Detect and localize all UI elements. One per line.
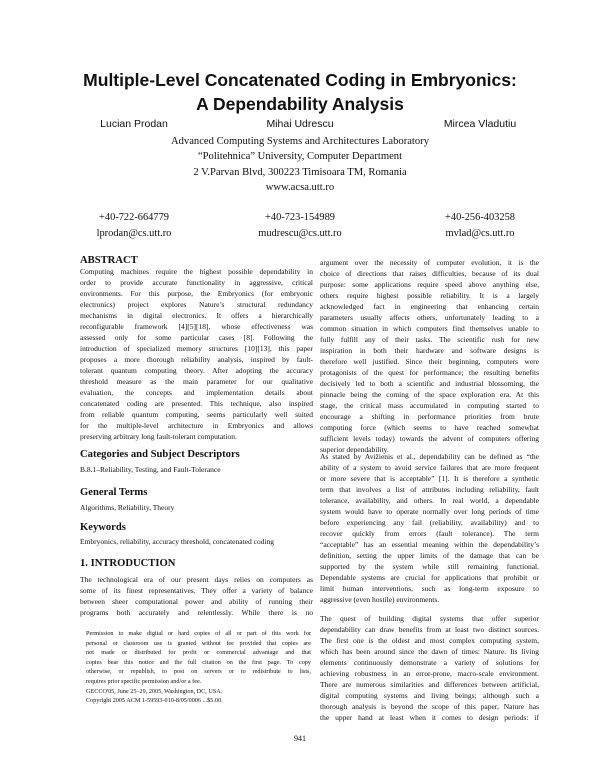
text-line: inspiration in both their hardware and software designs is [320, 346, 539, 355]
text-line: Permission to make digital or hard copies of all or part of this work for [86, 630, 311, 637]
keywords-heading: Keywords [80, 522, 126, 533]
text-line: achieving robustness in an error-prone, macro-scale environment. [320, 669, 539, 678]
text-line: fully fulfill any of their tasks. The scientific rush for new [320, 335, 539, 344]
text-line: threshold measure as the main parameter for our qualitative [80, 377, 313, 386]
text-line: concatenated coding are presented. This technique, also inspired [80, 399, 313, 408]
general-terms-heading: General Terms [80, 487, 148, 498]
text-line: evaluation, the concepts and implementation details about [80, 388, 313, 397]
introduction-heading: 1. INTRODUCTION [80, 558, 176, 569]
text-line: decisively led to both a scientific and industrial blossoming, the [320, 379, 539, 388]
text-line: system would have to operate normally over long periods of time [320, 507, 539, 516]
paper-title-line-1: Multiple-Level Concatenated Coding in Embryonics: [83, 70, 517, 90]
text-line: parameters usually affects others, unfortunately leading to a [320, 313, 539, 322]
text-line: definition, setting the upper limits of the damage that can be [320, 551, 539, 560]
affiliation-address: 2 V.Parvan Blvd, 300223 Timisoara TM, Romania [193, 167, 407, 178]
text-line: copies bear this notice and the full citation on the first page. To copy [86, 658, 311, 666]
text-line: electronics) project explores Nature’s structural redundancy [80, 300, 313, 309]
text-line: elements continuously demonstrate a variety of solutions for [320, 658, 539, 667]
text-line: As stated by Avižienis et al., dependability can be defined as “the [320, 452, 539, 461]
text-line: preserving arbitrary long fault-tolerant computation. [80, 432, 237, 441]
text-line: assessed only for some particular cases [8]. Following the [80, 333, 313, 342]
author-email: mvlad@cs.utt.ro [445, 228, 515, 239]
author-phone: +40-723-154989 [265, 212, 335, 223]
text-line: Dependable systems are crucial for applications that prohibit or [320, 573, 539, 582]
text-line: the upper hand at least when it comes to design periods: if [320, 713, 539, 722]
text-line: protagonists of the quest for performance; the resulting benefits [320, 368, 539, 377]
text-line: for the multiple-level architecture in Embryonics and allows [80, 421, 313, 430]
author-name: Mihai Udrescu [266, 118, 334, 130]
author-phone: +40-256-403258 [445, 212, 515, 223]
text-line: sufficient levels today) towards the advent of computers offering [320, 434, 539, 443]
author-email: lprodan@cs.utt.ro [96, 228, 172, 239]
copyright-notice [86, 629, 311, 706]
text-line: limit human interventions, such as long-term exposure to [320, 584, 539, 593]
text-line: There are numerous similarities and differences between artificial, [320, 680, 539, 689]
right-paragraph-3 [320, 613, 539, 723]
right-paragraph-1 [320, 257, 539, 455]
affiliation-lab: Advanced Computing Systems and Architectures Laboratory [170, 136, 429, 147]
author-phone: +40-722-664779 [99, 212, 169, 223]
text-line: acknowledged fact in engineering that enhancing certain [320, 302, 539, 311]
text-line: which has been around since the dawn of times: Nature. Its living [320, 647, 539, 656]
text-line: environments. For this purpose, the Embryonics (for embryonic [80, 289, 313, 298]
text-line: proposes a more thorough reliability analysis, inspired by fault- [80, 355, 313, 364]
text-line: superior dependability. [320, 445, 389, 454]
keywords-text: Embryonics, reliability, accuracy threshold, concatenated coding [80, 537, 275, 546]
text-line: choice of directions that raises difficulties, because of its dual [320, 269, 539, 278]
affiliation-website: www.acsa.utt.ro [265, 182, 335, 193]
text-line: aggressive (even hostile) environments. [320, 595, 440, 604]
text-line: Copyright 2005 ACM 1-59593-010-8/05/0006 ...$5.00. [86, 697, 223, 705]
introduction-body [80, 574, 313, 618]
text-line: reconfigurable framework [4][5][18], whose effectiveness was [80, 322, 313, 331]
text-line: introduction of specialized memory structures [10][13], this paper [80, 344, 313, 353]
text-line: Computing machines require the highest possible dependability in [80, 267, 313, 276]
text-line: ability of a system to avoid service failures that are more frequent [320, 463, 539, 472]
text-line: between sheer computational power and ability of running their [80, 597, 313, 606]
text-line: encourage a shifting in performance priorities from brute [320, 412, 539, 421]
general-terms-text: Algorithms, Reliability, Theory [80, 503, 175, 512]
categories-text: B.8.1–Reliability, Testing, and Fault-Tolerance [80, 465, 221, 474]
text-line: “acceptable” has an essential meaning within the dependability’s [320, 540, 539, 549]
paper-title-line-2: A Dependability Analysis [196, 94, 404, 114]
text-line: therefore well justified. Since their beginning, computers were [320, 357, 539, 366]
text-line: tolerance, availability, and others. In real world, a dependable [320, 496, 539, 505]
text-line: digital computing systems and living beings; although such a [320, 691, 539, 700]
text-line: pinnacle being the coming of the space exploration era. At this [320, 390, 539, 399]
text-line: before experiencing any fail (reliability, availability) and to [320, 518, 539, 527]
text-line: The quest of building digital systems that offer superior [320, 614, 539, 623]
text-line: The first one is the oldest and most complex computing system, [320, 636, 539, 645]
text-line: from reliable quantum computing, seems particularly well suited [80, 410, 313, 419]
text-line: supported by the system while still remaining functional. [320, 562, 539, 571]
text-line: mechanisms in digital electronics. It offers a hierarchically [80, 311, 313, 320]
author-email: mudrescu@cs.utt.ro [258, 228, 342, 239]
categories-heading: Categories and Subject Descriptors [80, 449, 240, 460]
text-line: GECCO'05, June 25–29, 2005, Washington, DC, USA. [86, 687, 223, 695]
abstract-heading: ABSTRACT [80, 255, 138, 266]
text-line: term that involves a list of attributes including reliability, fault [320, 485, 539, 494]
text-line: some of its finest representatives. They offer a variety of balance [80, 586, 313, 595]
right-paragraph-2 [320, 451, 539, 605]
text-line: dependability can draw benefits from at least two distinct sources. [320, 625, 539, 634]
affiliation-university: “Politehnica” University, Computer Department [197, 151, 403, 162]
text-line: common situation in which computers find themselves unable to [320, 324, 539, 333]
text-line: stage, the critical mass accumulated in computing started to [320, 401, 539, 410]
text-line: argument over the necessity of computer evolution, it is the [320, 258, 539, 267]
text-line: order to provide accurate functionality in aggressive, critical [80, 278, 313, 287]
text-line: others require highest possible reliability. It is a largely [320, 291, 539, 300]
text-line: The technological era of our present days relies on computers as [80, 575, 313, 584]
text-line: programs both accurately and relentlessly. While there is no [80, 608, 313, 617]
text-line: thorough analysis is beyond the scope of this paper, Nature has [320, 702, 539, 711]
text-line: not made or distributed for profit or commercial advantage and that [86, 649, 311, 657]
text-line: recover quickly from errors (fault tolerance). The term [320, 529, 539, 538]
author-name: Mircea Vladutiu [443, 118, 517, 130]
text-line: or more severe that is acceptable” [1]. It is therefore a synthetic [320, 474, 539, 483]
text-line: computing force (which seems to have reached somewhat [320, 423, 539, 432]
text-line: otherwise, or republish, to post on servers or to redistribute to lists, [86, 668, 311, 676]
text-line: tolerant quantum computing theory. After adopting the accuracy [80, 366, 313, 375]
author-name: Lucian Prodan [100, 118, 168, 130]
text-line: purpose: some applications require speed above anything else, [320, 280, 539, 289]
page-number: 941 [294, 734, 306, 743]
abstract-body [80, 266, 313, 442]
text-line: personal or classroom use is granted without fee provided that copies are [86, 639, 311, 647]
text-line: requires prior specific permission and/or a fee. [86, 677, 202, 685]
